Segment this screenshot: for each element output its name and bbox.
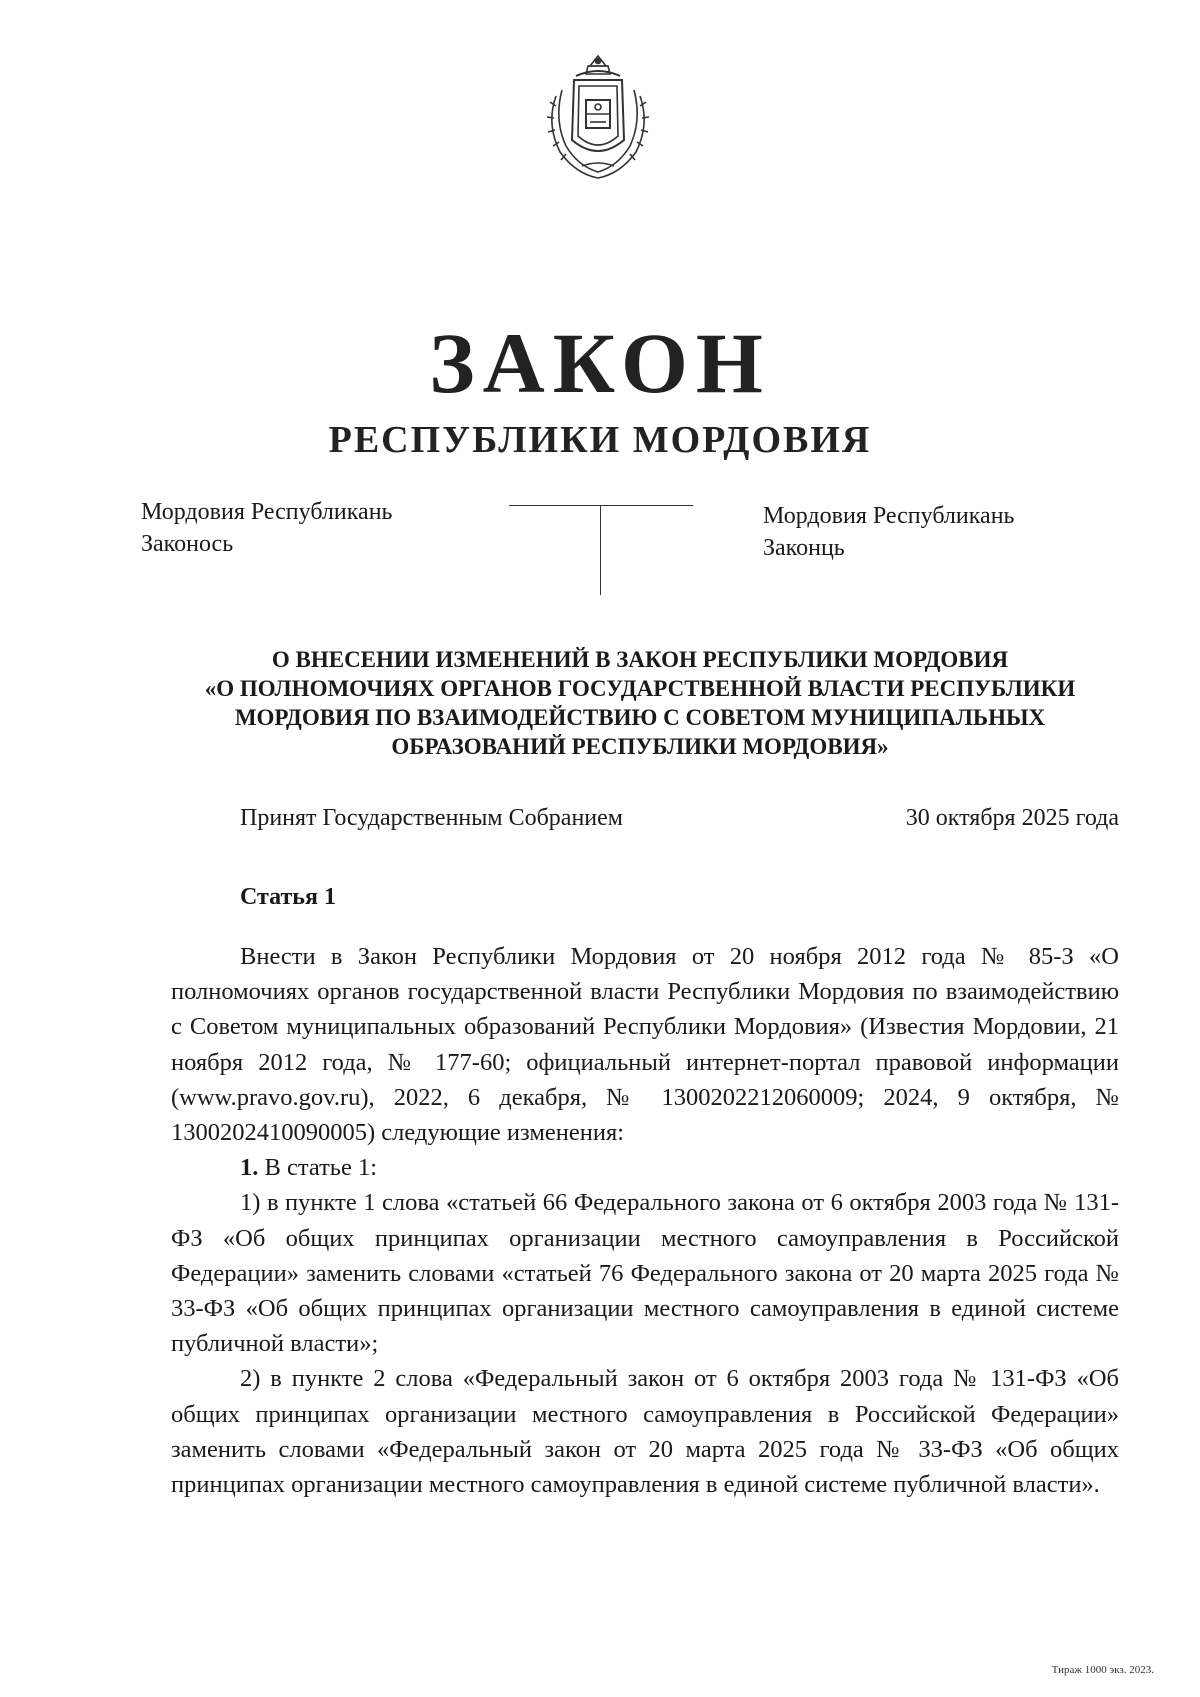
adopted-date: 30 октября 2025 года bbox=[905, 805, 1119, 831]
document-subtitle: РЕСПУБЛИКИ МОРДОВИЯ bbox=[328, 419, 872, 461]
law-heading-line: ОБРАЗОВАНИЙ РЕСПУБЛИКИ МОРДОВИЯ» bbox=[391, 734, 889, 759]
item-1 bbox=[171, 1150, 1119, 1185]
moksha-title-left-line: Законось bbox=[141, 531, 234, 557]
subitem-1: 1) в пункте 1 слова «статьей 66 Федерального закона от 6 октября 2003 года № 131-ФЗ «Об общих принципах организации местного самоуправления в Российской Федерации» заменить словами «статьей 76 Федерального закона от 20 марта 2025 года № 33-ФЗ «Об общих принципах организации местного самоуправления в единой системе публичной власти»; bbox=[171, 1189, 1119, 1358]
law-heading-line: «О ПОЛНОМОЧИЯХ ОРГАНОВ ГОСУДАРСТВЕННОЙ ВЛАСТИ РЕСПУБЛИКИ bbox=[204, 676, 1076, 701]
print-run: Тираж 1000 экз. 2023. bbox=[1051, 1664, 1154, 1676]
document-title: ЗАКОН bbox=[429, 315, 771, 411]
subitem-2: 2) в пункте 2 слова «Федеральный закон от 6 октября 2003 года № 131-ФЗ «Об общих принципах организации местного самоуправления в Российской Федерации» заменить словами «Федеральный закон от 20 марта 2025 года № 33-ФЗ «Об общих принципах организации местного самоуправления в единой системе публичной власти». bbox=[171, 1365, 1119, 1499]
article-body bbox=[171, 939, 1119, 1502]
law-heading bbox=[170, 645, 1110, 761]
divider-vertical bbox=[600, 505, 601, 595]
moksha-title-left-line: Мордовия Республикань bbox=[141, 499, 393, 525]
paragraph-intro: Внести в Закон Республики Мордовия от 20 ноября 2012 года № 85-З «О полномочиях органов государственной власти Республики Мордовия по взаимодействию с Советом муниципальных образований Республики Мордовия» (Известия Мордовии, 21 ноября 2012 года, № 177-60; официальный интернет-портал правовой информации (www.pravo.gov.ru), 2022, 6 декабря, № 1300202212060009; 2024, 9 октября, № 1300202410090005) следующие изменения: bbox=[171, 943, 1119, 1147]
erzya-title-right-line: Законць bbox=[763, 535, 845, 561]
item-1-text: В статье 1: bbox=[258, 1154, 378, 1182]
erzya-title-right-line: Мордовия Республикань bbox=[763, 503, 1015, 529]
item-1-number: 1. bbox=[240, 1154, 259, 1182]
moksha-title-left bbox=[141, 496, 471, 560]
law-heading-line: О ВНЕСЕНИИ ИЗМЕНЕНИЙ В ЗАКОН РЕСПУБЛИКИ МОРДОВИЯ bbox=[271, 647, 1009, 672]
erzya-title-right bbox=[763, 500, 1093, 564]
divider-horizontal bbox=[509, 505, 693, 506]
mordovia-coat-of-arms-icon bbox=[532, 50, 664, 182]
law-heading-line: МОРДОВИЯ ПО ВЗАИМОДЕЙСТВИЮ С СОВЕТОМ МУНИЦИПАЛЬНЫХ bbox=[234, 705, 1046, 730]
adopted-by: Принят Государственным Собранием bbox=[240, 805, 623, 831]
article-title: Статья 1 bbox=[240, 884, 336, 910]
